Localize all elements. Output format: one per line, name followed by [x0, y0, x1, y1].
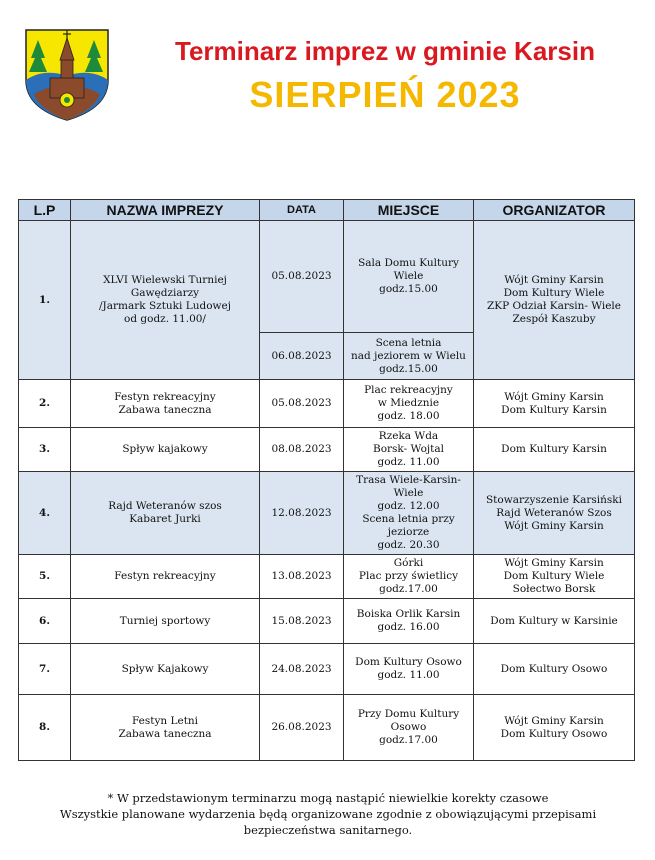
table-row [19, 599, 635, 644]
table-header-row [19, 200, 635, 221]
row-date: 08.08.2023 [260, 428, 344, 472]
col-header-org: ORGANIZATOR [474, 200, 635, 221]
col-header-date: DATA [260, 200, 344, 221]
row-place: Rzeka Wda Borsk- Wojtal godz. 11.00 [344, 428, 474, 472]
events-table [18, 199, 635, 761]
col-header-lp: L.P [19, 200, 71, 221]
row-event-name: Rajd Weteranów szos Kabaret Jurki [71, 472, 260, 555]
table-row [19, 380, 635, 428]
table-row [19, 695, 635, 761]
row-date: 12.08.2023 [260, 472, 344, 555]
row-place-2: Scena letnia nad jeziorem w Wielu godz.15.00 [344, 333, 474, 380]
row-lp: 8. [19, 695, 71, 761]
row-place: Trasa Wiele-Karsin- Wiele godz. 12.00 Scena letnia przy jeziorze godz. 20.30 [344, 472, 474, 555]
row-organizer: Wójt Gminy Karsin Dom Kultury Wiele Sołectwo Borsk [474, 555, 635, 599]
row-event-name: Festyn Letni Zabawa taneczna [71, 695, 260, 761]
row-date: 05.08.2023 [260, 380, 344, 428]
row-event-name: XLVI Wielewski Turniej Gawędziarzy /Jarmark Sztuki Ludowej od godz. 11.00/ [71, 221, 260, 380]
row-lp: 2. [19, 380, 71, 428]
row-lp: 4. [19, 472, 71, 555]
row-event-name: Spływ kajakowy [71, 428, 260, 472]
row-date-2: 06.08.2023 [260, 333, 344, 380]
row-event-name: Turniej sportowy [71, 599, 260, 644]
table-row [19, 644, 635, 695]
row-organizer: Stowarzyszenie Karsiński Rajd Weteranów Szos Wójt Gminy Karsin [474, 472, 635, 555]
row-organizer: Wójt Gminy Karsin Dom Kultury Wiele ZKP Odział Karsin- Wiele Zespół Kaszuby [474, 221, 635, 380]
month-title: SIERPIEŃ 2023 [249, 74, 521, 115]
col-header-name: NAZWA IMPREZY [71, 200, 260, 221]
row-date: 13.08.2023 [260, 555, 344, 599]
row-date: 24.08.2023 [260, 644, 344, 695]
row-lp: 1. [19, 221, 71, 380]
footer-line-2: Wszystkie planowane wydarzenia będą organizowane zgodnie z obowiązującymi przepisami [59, 807, 597, 821]
row-place: Przy Domu Kultury Osowo godz.17.00 [344, 695, 474, 761]
karsin-coat-of-arms-icon [24, 28, 110, 122]
footer-note [20, 790, 636, 838]
row-organizer: Dom Kultury w Karsinie [474, 599, 635, 644]
row-organizer: Wójt Gminy Karsin Dom Kultury Osowo [474, 695, 635, 761]
table-row [19, 221, 635, 333]
table-row [19, 555, 635, 599]
row-lp: 5. [19, 555, 71, 599]
row-event-name: Festyn rekreacyjny [71, 555, 260, 599]
row-place: Plac rekreacyjny w Miedznie godz. 18.00 [344, 380, 474, 428]
row-date: 26.08.2023 [260, 695, 344, 761]
row-lp: 7. [19, 644, 71, 695]
row-date: 05.08.2023 [260, 221, 344, 333]
row-organizer: Dom Kultury Karsin [474, 428, 635, 472]
footer-line-3: bezpieczeństwa sanitarnego. [243, 823, 413, 837]
col-header-place: MIEJSCE [344, 200, 474, 221]
table-row [19, 428, 635, 472]
footer-line-1: * W przedstawionym terminarzu mogą nastąpić niewielkie korekty czasowe [107, 791, 549, 805]
row-organizer: Dom Kultury Osowo [474, 644, 635, 695]
page-title: Terminarz imprez w gminie Karsin [175, 36, 595, 66]
row-lp: 3. [19, 428, 71, 472]
row-date: 15.08.2023 [260, 599, 344, 644]
row-place: Dom Kultury Osowo godz. 11.00 [344, 644, 474, 695]
row-place: Sala Domu Kultury Wiele godz.15.00 [344, 221, 474, 333]
table-row [19, 472, 635, 555]
row-event-name: Spływ Kajakowy [71, 644, 260, 695]
row-place: Boiska Orlik Karsin godz. 16.00 [344, 599, 474, 644]
row-place: Górki Plac przy świetlicy godz.17.00 [344, 555, 474, 599]
row-event-name: Festyn rekreacyjny Zabawa taneczna [71, 380, 260, 428]
row-organizer: Wójt Gminy Karsin Dom Kultury Karsin [474, 380, 635, 428]
row-lp: 6. [19, 599, 71, 644]
